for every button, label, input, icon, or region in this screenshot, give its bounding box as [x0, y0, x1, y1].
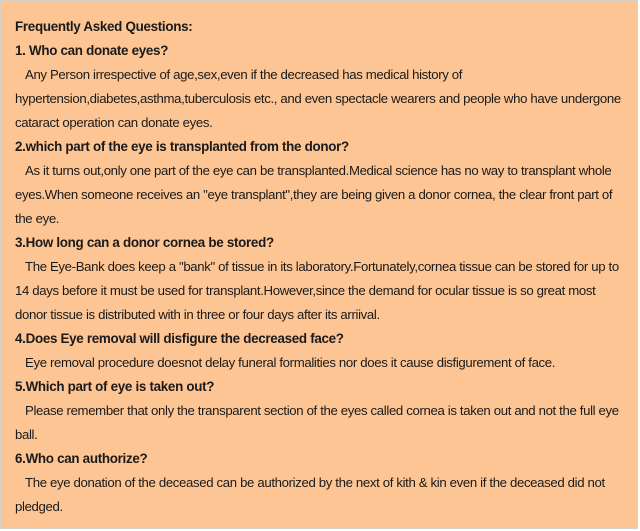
faq-answer: Any Person irrespective of age,sex,even if the decreased has medical history of hypertension,diabetes,asthma,tuberculosis etc., and even spectacle wearers and people who have undergone cataract operation can donate eyes. [15, 67, 621, 130]
faq-question: 6.Who can authorize? [15, 451, 148, 466]
faq-item-taken-out [15, 375, 625, 447]
faq-answer: The eye donation of the deceased can be authorized by the next of kith & kin even if the deceased did not pledged. [15, 475, 605, 514]
faq-item-disfigure [15, 327, 625, 375]
faq-answer: Eye removal procedure doesnot delay funeral formalities nor does it cause disfigurement of face. [25, 355, 556, 370]
faq-answer: As it turns out,only one part of the eye can be transplanted.Medical science has no way to transplant whole eyes.When someone receives an "eye transplant",they are being given a donor cornea, the clear front part of the eye. [15, 163, 613, 226]
faq-item-transplant-part [15, 135, 625, 231]
faq-question: 5.Which part of eye is taken out? [15, 379, 215, 394]
faq-question: 1. Who can donate eyes? [15, 43, 169, 58]
faq-item-donate [15, 39, 625, 135]
faq-answer: Please remember that only the transparent section of the eyes called cornea is taken out and not the full eye ball. [15, 403, 619, 442]
faq-question: 3.How long can a donor cornea be stored? [15, 235, 274, 250]
faq-item-authorize [15, 447, 625, 519]
faq-heading: Frequently Asked Questions: [15, 19, 193, 34]
faq-question: 2.which part of the eye is transplanted from the donor? [15, 139, 349, 154]
faq-answer: The Eye-Bank does keep a "bank" of tissue in its laboratory.Fortunately,cornea tissue can be stored for up to 14 days before it must be used for transplant.However,since the demand for ocular tissue is so great most donor tissue is distributed with in three or four days after its arriival. [15, 259, 619, 322]
faq-question: 4.Does Eye removal will disfigure the decreased face? [15, 331, 344, 346]
faq-item-storage [15, 231, 625, 327]
